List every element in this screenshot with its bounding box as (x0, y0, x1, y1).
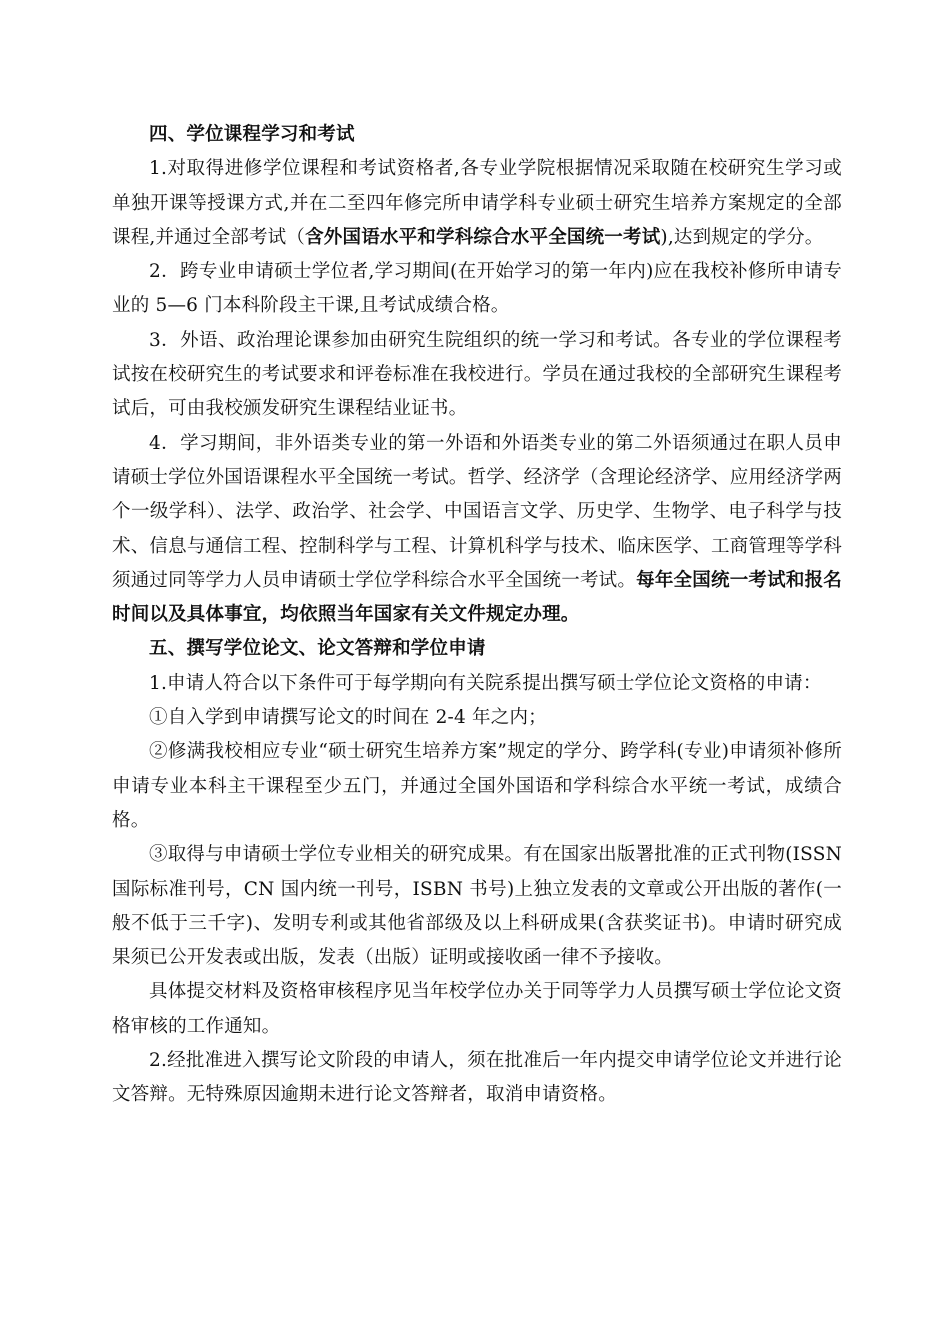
condition-item-2: ②修满我校相应专业“硕士研究生培养方案”规定的学分、跨学科(专业)申请须补修所申请专业本科主干课程至少五门，并通过全国外国语和学科综合水平统一考试，成绩合格。 (112, 741, 842, 831)
document-body (112, 118, 842, 1113)
section-4-p1-bold: 含外国语水平和学科综合水平全国统一考试 (305, 226, 661, 248)
section-4-paragraph-4 (112, 427, 842, 633)
section-4-paragraph-1 (112, 152, 842, 255)
section-5-heading: 五、撰写学位论文、论文答辩和学位申请 (149, 638, 486, 660)
section-5-paragraph-2: 2.经批准进入撰写论文阶段的申请人，须在批准后一年内提交申请学位论文并进行论文答辩。无特殊原因逾期未进行论文答辩者，取消申请资格。 (112, 1050, 842, 1106)
section-4-paragraph-3: 3．外语、政治理论课参加由研究生院组织的统一学习和考试。各专业的学位课程考试按在校研究生的考试要求和评卷标准在我校进行。学员在通过我校的全部研究生课程考试后，可由我校颁发研究生课程结业证书。 (112, 329, 842, 420)
section-5-paragraph-1: 1.申请人符合以下条件可于每学期向有关院系提出撰写硕士学位论文资格的申请： (149, 672, 822, 694)
condition-item-3: ③取得与申请硕士学位专业相关的研究成果。有在国家出版署批准的正式刊物(ISSN 国际标准刊号，CN 国内统一刊号，ISBN 书号)上独立发表的文章或公开出版的著作(一般不低于三千字)、发明专利或其他省部级及以上科研成果(含获奖证书)。申请时研究成果须已公开发表或出版，发表（出版）证明或接收函一律不予接收。 (112, 844, 842, 969)
materials-note: 具体提交材料及资格审核程序见当年校学位办关于同等学力人员撰写硕士学位论文资格审核的工作通知。 (112, 981, 842, 1037)
section-4-heading: 四、学位课程学习和考试 (149, 124, 355, 145)
section-4-p4-bold: 每年全国统一考试和报名时间以及具体事宜，均依照当年国家有关文件规定办理。 (112, 569, 842, 626)
section-4-p1-text-b: ),达到规定的学分。 (660, 226, 824, 248)
section-4-p1-text-a: 1.对取得进修学位课程和考试资格者,各专业学院根据情况采取随在校研究生学习或单独开课等授课方式,并在二至四年修完所申请学科专业硕士研究生培养方案规定的全部课程,并通过全部考试（ (112, 158, 842, 248)
condition-item-1: ①自入学到申请撰写论文的时间在 2-4 年之内； (149, 707, 547, 729)
section-4-p4-text: 4．学习期间，非外语类专业的第一外语和外语类专业的第二外语须通过在职人员申请硕士学位外国语课程水平全国统一考试。哲学、经济学（含理论经济学、应用经济学两个一级学科）、法学、政治学、社会学、中国语言文学、历史学、生物学、电子科学与技术、信息与通信工程、控制科学与工程、计算机科学与技术、临床医学、工商管理等学科须通过同等学力人员申请硕士学位学科综合水平全国统一考试。 (112, 432, 842, 591)
section-4-paragraph-2: 2．跨专业申请硕士学位者,学习期间(在开始学习的第一年内)应在我校补修所申请专业的 5—6 门本科阶段主干课,且考试成绩合格。 (112, 261, 842, 317)
